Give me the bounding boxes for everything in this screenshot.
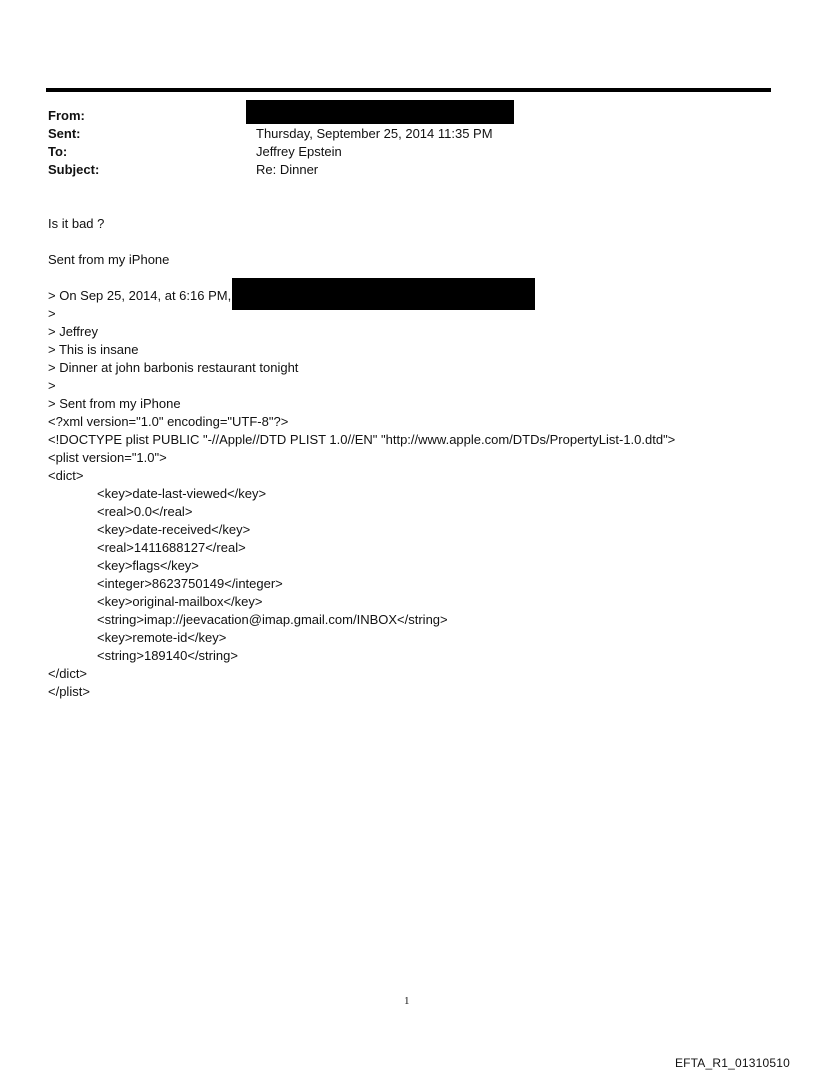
quote-line: > This is insane — [48, 342, 139, 357]
xml-indented-line: <key>date-received</key> — [97, 522, 251, 537]
xml-line: <?xml version="1.0" encoding="UTF-8"?> — [48, 414, 289, 429]
xml-closing-line: </dict> — [48, 666, 88, 681]
sent-label: Sent: — [48, 126, 81, 141]
quote-line: > Jeffrey — [48, 324, 98, 339]
quote-line: > — [48, 306, 56, 321]
subject-label: Subject: — [48, 162, 100, 177]
quote-line: > — [48, 378, 56, 393]
xml-indented-line: <key>remote-id</key> — [97, 630, 227, 645]
xml-indented-line: <key>original-mailbox</key> — [97, 594, 263, 609]
header-rule — [46, 88, 771, 92]
subject-value: Re: Dinner — [256, 162, 319, 177]
from-redaction — [246, 100, 514, 124]
sender-redaction — [232, 278, 535, 310]
xml-closing-line: </plist> — [48, 684, 90, 699]
xml-indented-line: <real>0.0</real> — [97, 504, 193, 519]
xml-indented-line: <key>date-last-viewed</key> — [97, 486, 267, 501]
from-label: From: — [48, 108, 85, 123]
quote-intro: > On Sep 25, 2014, at 6:16 PM, — [48, 288, 232, 303]
xml-line: <!DOCTYPE plist PUBLIC "-//Apple//DTD PLIST 1.0//EN" "http://www.apple.com/DTDs/PropertyList-1.0.dtd"> — [48, 432, 676, 447]
quote-line: > Dinner at john barbonis restaurant tonight — [48, 360, 299, 375]
xml-line: <dict> — [48, 468, 84, 483]
xml-indented-line: <key>flags</key> — [97, 558, 199, 573]
xml-indented-line: <string>imap://jeevacation@imap.gmail.com/INBOX</string> — [97, 612, 448, 627]
body-line: Is it bad ? — [48, 216, 105, 231]
sent-value: Thursday, September 25, 2014 11:35 PM — [256, 126, 493, 141]
page-number: 1 — [404, 995, 410, 1007]
xml-indented-line: <integer>8623750149</integer> — [97, 576, 283, 591]
xml-indented-line: <real>1411688127</real> — [97, 540, 246, 555]
document-id: EFTA_R1_01310510 — [674, 1056, 790, 1070]
to-label: To: — [48, 144, 68, 159]
body-line: Sent from my iPhone — [48, 252, 170, 267]
xml-line: <plist version="1.0"> — [48, 450, 167, 465]
quote-line: > Sent from my iPhone — [48, 396, 181, 411]
xml-indented-line: <string>189140</string> — [97, 648, 238, 663]
to-value: Jeffrey Epstein — [256, 144, 342, 159]
